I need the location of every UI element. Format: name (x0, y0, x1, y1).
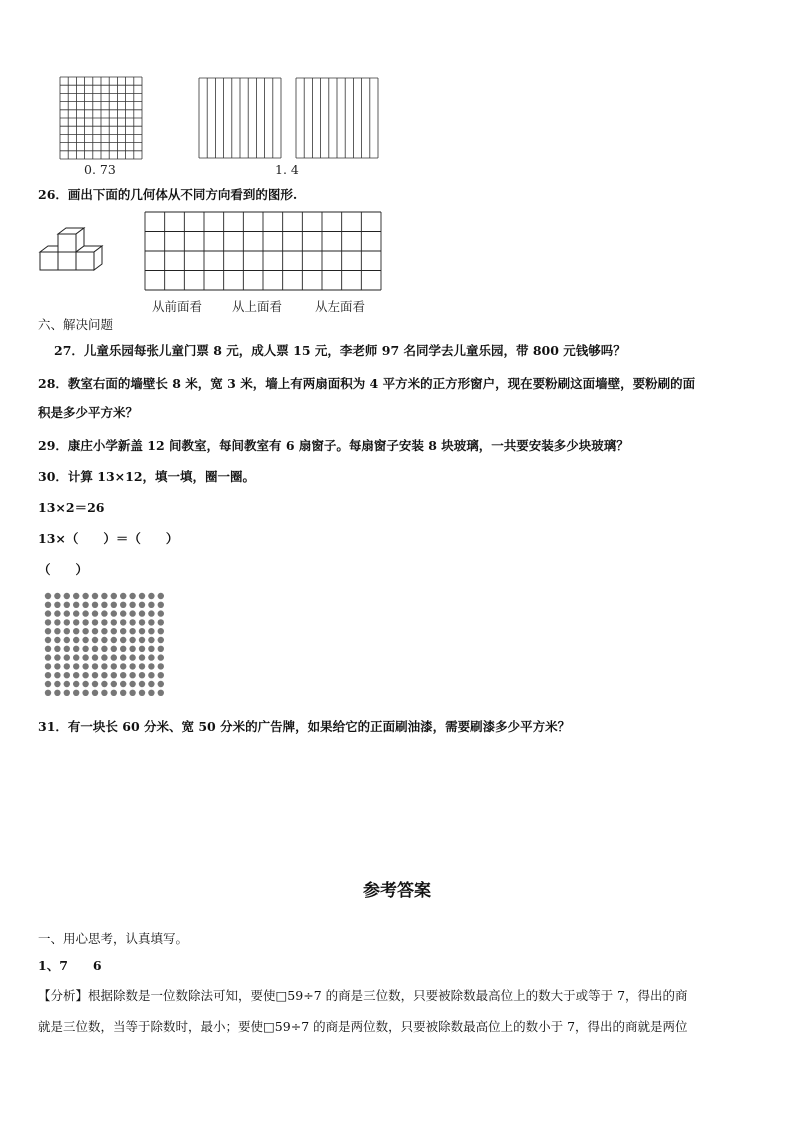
answers-title: 参考答案 (363, 881, 431, 901)
drawing-grid (144, 211, 382, 291)
equation-2: 13×（ ）＝（ ） (38, 531, 179, 546)
question-26: 26．画出下面的几何体从不同方向看到的图形. (38, 187, 298, 202)
question-28-line-2: 积是多少平方米？ (38, 405, 139, 420)
answer-1: 1、7 6 (38, 958, 102, 973)
question-27: 27．儿童乐园每张儿童门票 8 元，成人票 15 元，李老师 97 名同学去儿童乐园，带 800 元钱够吗？ (54, 343, 626, 358)
grid-caption: 0. 73 (84, 162, 116, 177)
cube-solid-figure (36, 226, 108, 280)
equation-1: 13×2＝26 (38, 500, 105, 515)
hundred-grid-figure (59, 76, 143, 160)
analysis-line-1: 【分析】根据除数是一位数除法可知，要使□59÷7 的商是三位数，只要被除数最高位上的数大于或等于 7，得出的商 (38, 988, 688, 1003)
view-label-front: 从前面看 (152, 299, 203, 314)
view-label-left: 从左面看 (315, 299, 366, 314)
dot-array-figure (42, 591, 170, 703)
strip-square-right (295, 77, 379, 159)
question-31: 31．有一块长 60 分米、宽 50 分米的广告牌，如果给它的正面刷油漆，需要刷漆多少平方米？ (38, 719, 571, 734)
strips-caption: 1. 4 (275, 162, 299, 177)
section-6-title: 六、解决问题 (38, 317, 114, 332)
question-29: 29．康庄小学新盖 12 间教室，每间教室有 6 扇窗子。每扇窗子安装 8 块玻璃，一共要安装多少块玻璃？ (38, 438, 629, 453)
strip-square-left (198, 77, 282, 159)
answers-section-1: 一、用心思考，认真填写。 (38, 931, 189, 946)
blank-answer: （ ） (38, 562, 89, 577)
analysis-line-2: 就是三位数，当等于除数时，最小；要使□59÷7 的商是两位数，只要被除数最高位上的数小于 7，得出的商就是两位 (38, 1019, 688, 1034)
question-28-line-1: 28．教室右面的墙壁长 8 米，宽 3 米，墙上有两扇面积为 4 平方米的正方形窗户，现在要粉刷这面墙壁，要粉刷的面 (38, 376, 696, 391)
view-label-top: 从上面看 (232, 299, 283, 314)
question-30: 30．计算 13×12，填一填，圈一圈。 (38, 469, 256, 484)
